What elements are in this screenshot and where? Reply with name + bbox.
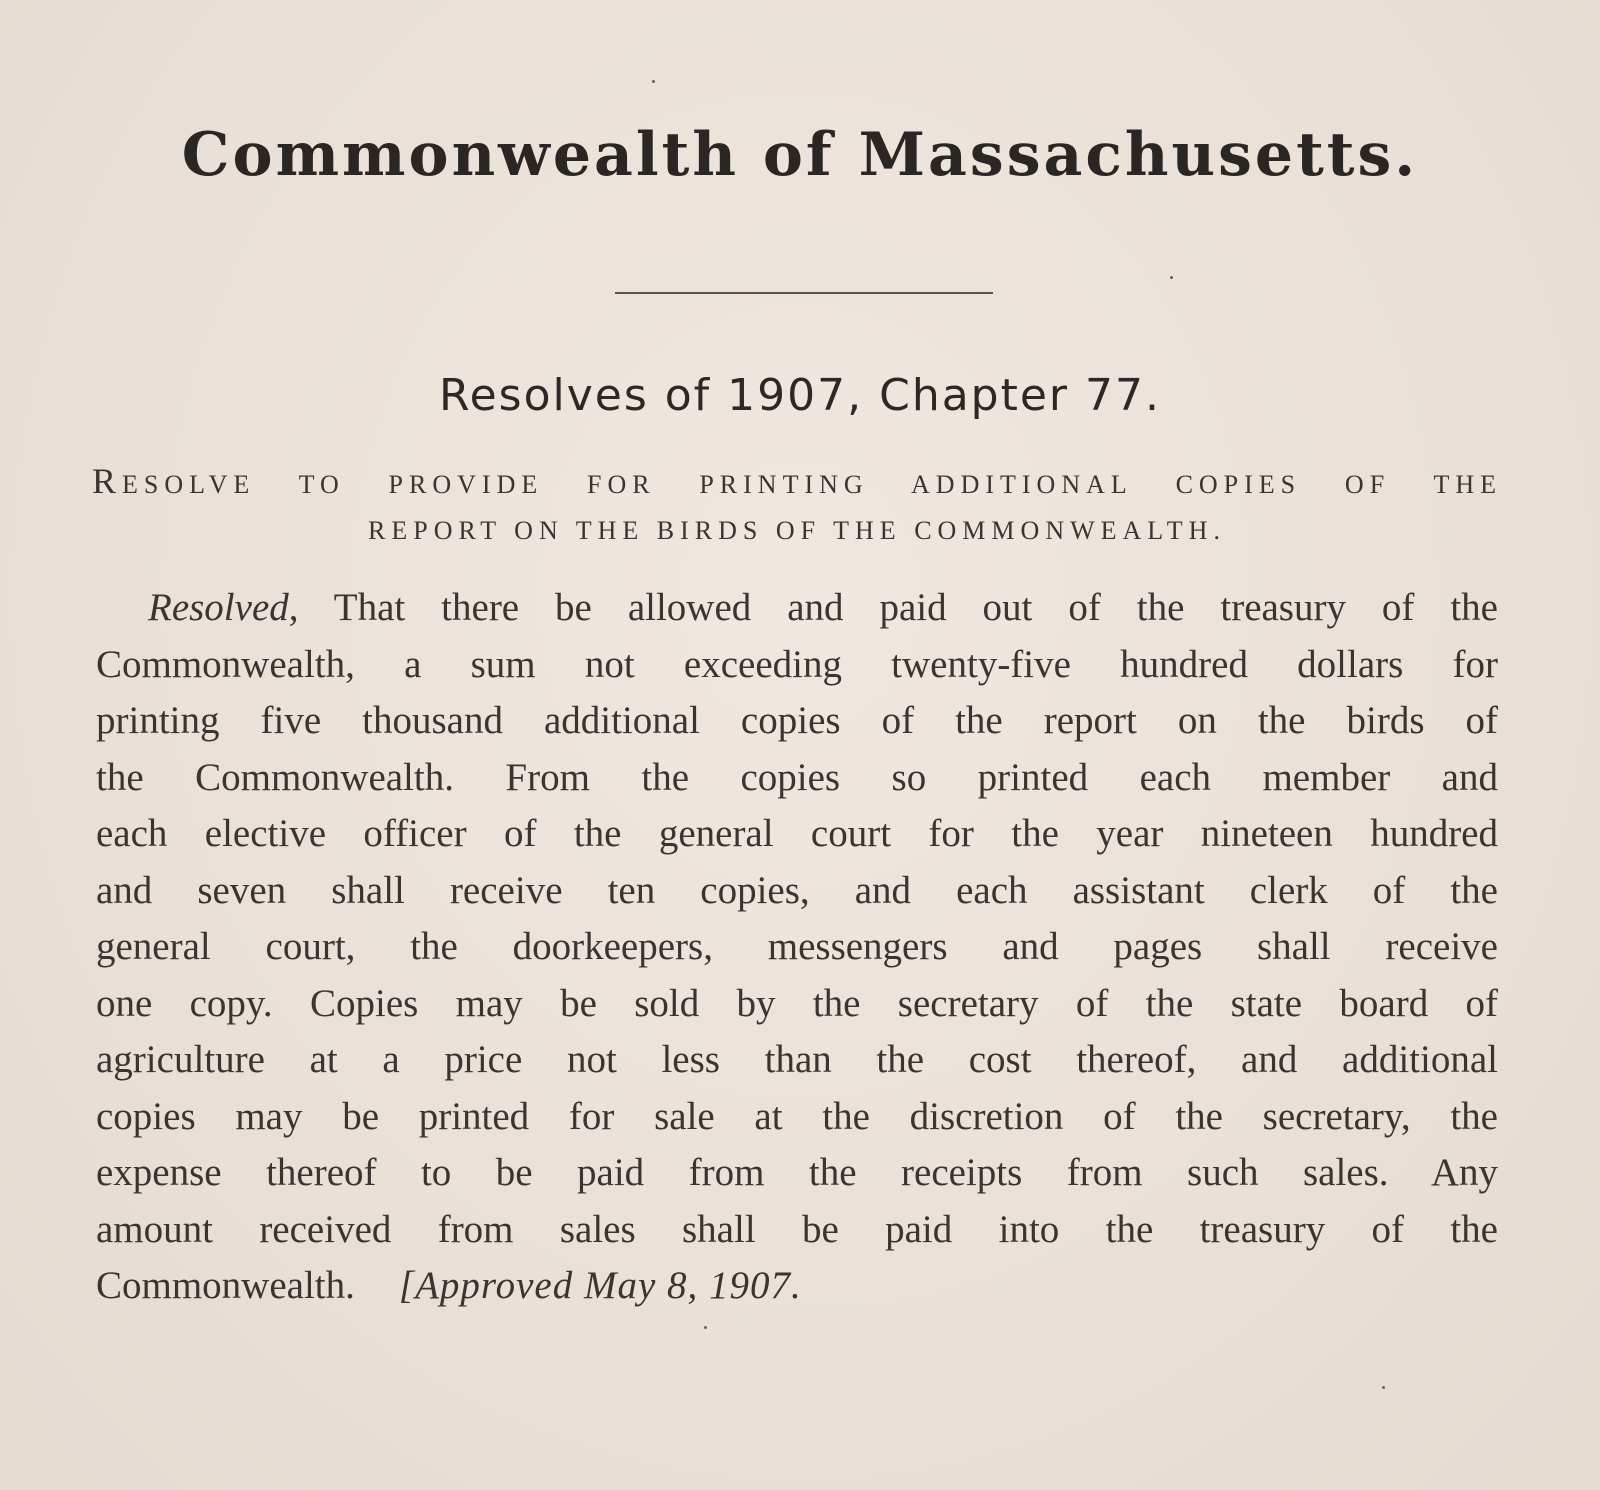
paper-speck <box>1382 1386 1385 1389</box>
body-line: the Commonwealth. From the copies so printed each member and <box>96 755 1498 799</box>
body-line: amount received from sales shall be paid into the treasury of the <box>96 1207 1498 1251</box>
body-line: one copy. Copies may be sold by the secretary of the state board of <box>96 981 1498 1025</box>
body-line: Commonwealth, a sum not exceeding twenty-five hundred dollars for <box>96 642 1498 686</box>
caption-initial: R <box>92 461 123 501</box>
body-line: general court, the doorkeepers, messengers and pages shall receive <box>96 925 1498 968</box>
approved-date: [Approved May 8, 1907. <box>398 1264 802 1307</box>
header-title: Commonwealth of Massachusetts. <box>181 120 1419 190</box>
body-line-text: Commonwealth. <box>96 1264 355 1307</box>
divider-rule <box>615 292 993 294</box>
body-line: agriculture at a price not less than the cost thereof, and additional <box>96 1038 1498 1081</box>
body-line: and seven shall receive ten copies, and each assistant clerk of the <box>96 868 1498 912</box>
paper-speck <box>652 80 655 83</box>
body-line-text: , That there be allowed and paid out of the treasury of the <box>288 586 1498 629</box>
caption-line-2: REPORT ON THE BIRDS OF THE COMMONWEALTH. <box>368 516 1226 545</box>
resolved-word: Resolved <box>148 586 289 629</box>
paper-speck <box>704 1326 707 1329</box>
body-line: copies may be printed for sale at the discretion of the secretary, the <box>96 1094 1498 1138</box>
resolve-body <box>96 580 1498 1315</box>
caption-line-1-text: ESOLVE TO PROVIDE FOR PRINTING ADDITIONAL COPIES OF THE <box>122 470 1502 499</box>
paper-speck <box>1170 276 1173 279</box>
body-line-last <box>96 1258 1498 1315</box>
body-line <box>96 580 1498 637</box>
chapter-title: Resolves of 1907, Chapter 77. <box>439 370 1161 421</box>
body-line: each elective officer of the general court for the year nineteen hundred <box>96 812 1498 855</box>
caption-line-1 <box>92 460 1502 500</box>
body-line: printing five thousand additional copies of the report on the birds of <box>96 699 1498 742</box>
resolve-caption <box>92 460 1502 546</box>
body-line: expense thereof to be paid from the receipts from such sales. Any <box>96 1151 1498 1194</box>
